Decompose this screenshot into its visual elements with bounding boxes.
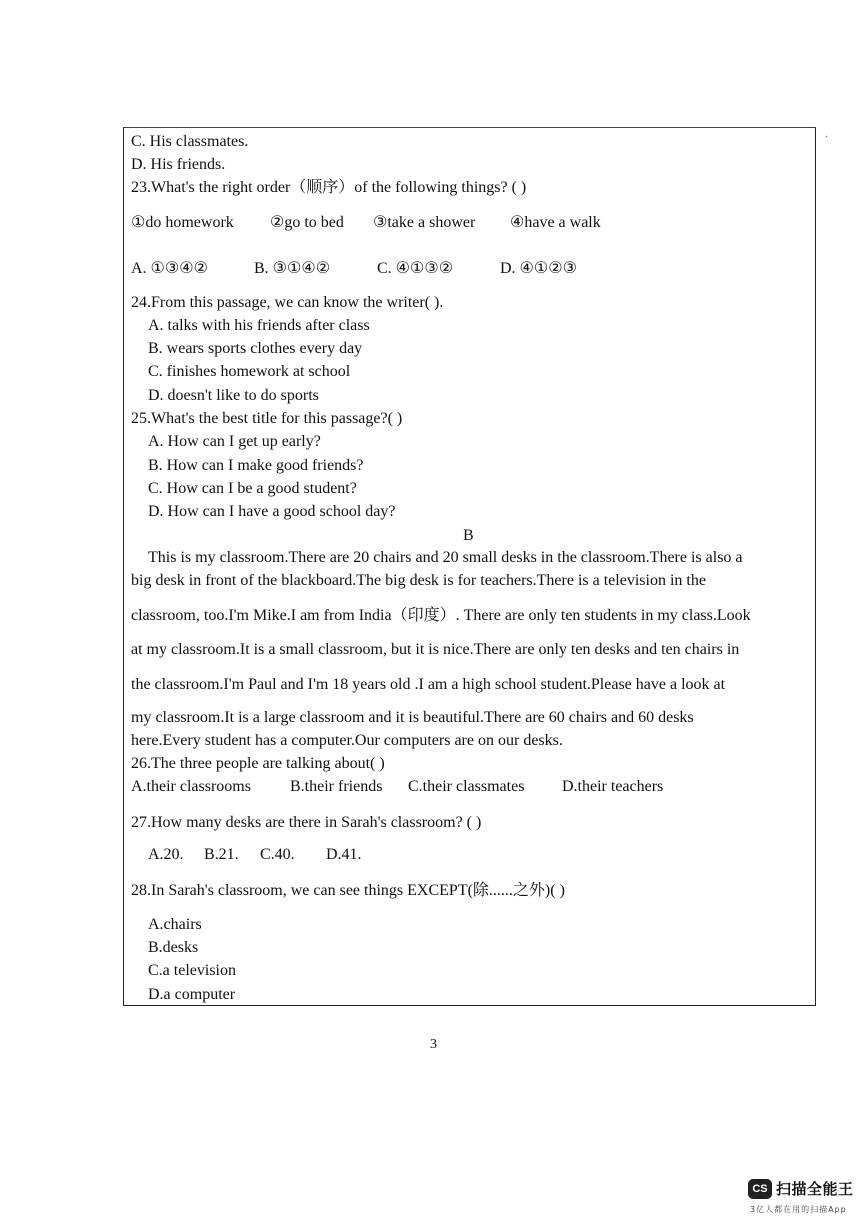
- q22-option-c: C. His classmates.: [131, 133, 249, 150]
- page-number: 3: [430, 1037, 437, 1052]
- q23-item-2: ②go to bed: [270, 214, 344, 231]
- q28-question: 28.In Sarah's classroom, we can see things EXCEPT(除......之外)( ): [131, 882, 565, 899]
- q25-option-c: C. How can I be a good student?: [148, 480, 357, 497]
- q28-option-c: C.a television: [148, 962, 236, 979]
- q27-option-b: B.21.: [204, 846, 239, 863]
- q23-option-a: A. ①③④②: [131, 260, 208, 277]
- q23-option-b: B. ③①④②: [254, 260, 331, 277]
- q23-option-d: D. ④①②③: [500, 260, 577, 277]
- q26-option-b: B.their friends: [290, 778, 383, 795]
- watermark-brand: 扫描全能王: [776, 1180, 854, 1198]
- q24-option-a: A. talks with his friends after class: [148, 317, 370, 334]
- passage-line-3: classroom, too.I'm Mike.I am from India（印度）. There are only ten students in my class.Look: [131, 607, 751, 624]
- watermark-tagline: 3亿人都在用的扫描App: [750, 1205, 847, 1214]
- q24-option-b: B. wears sports clothes every day: [148, 340, 363, 357]
- q28-option-d: D.a computer: [148, 986, 236, 1003]
- q26-option-c: C.their classmates: [408, 778, 525, 795]
- q26-option-d: D.their teachers: [562, 778, 664, 795]
- q26-question: 26.The three people are talking about( ): [131, 755, 385, 772]
- q24-option-c: C. finishes homework at school: [148, 363, 351, 380]
- passage-line-7: here.Every student has a computer.Our computers are on our desks.: [131, 732, 563, 749]
- q23-item-4: ④have a walk: [510, 214, 601, 231]
- q23-question: 23.What's the right order（顺序）of the following things? ( ): [131, 179, 527, 196]
- passage-line-4: at my classroom.It is a small classroom, but it is nice.There are only ten desks and ten chairs in: [131, 641, 740, 658]
- section-b-heading: B: [463, 527, 474, 544]
- q27-option-d: D.41.: [326, 846, 362, 863]
- q25-question: 25.What's the best title for this passage?( ): [131, 410, 403, 427]
- q26-option-a: A.their classrooms: [131, 778, 251, 795]
- q23-item-3: ③take a shower: [373, 214, 476, 231]
- scan-speck: ·: [825, 132, 829, 143]
- q27-question: 27.How many desks are there in Sarah's classroom? ( ): [131, 814, 482, 831]
- passage-line-6: my classroom.It is a large classroom and it is beautiful.There are 60 chairs and 60 desks: [131, 709, 694, 726]
- q28-option-a: A.chairs: [148, 916, 202, 933]
- q23-item-1: ①do homework: [131, 214, 234, 231]
- passage-line-5: the classroom.I'm Paul and I'm 18 years old .I am a high school student.Please have a look at: [131, 676, 726, 693]
- camscanner-logo-icon: CS: [748, 1179, 772, 1199]
- q23-option-c: C. ④①③②: [377, 260, 454, 277]
- passage-line-2: big desk in front of the blackboard.The big desk is for teachers.There is a television in the: [131, 572, 706, 589]
- q27-option-a: A.20.: [148, 846, 184, 863]
- q24-question: 24.From this passage, we can know the writer( ).: [131, 294, 444, 311]
- q25-option-a: A. How can I get up early?: [148, 433, 321, 450]
- q24-option-d: D. doesn't like to do sports: [148, 387, 319, 404]
- q25-option-b: B. How can I make good friends?: [148, 457, 364, 474]
- passage-line-1: This is my classroom.There are 20 chairs and 20 small desks in the classroom.There is also a: [148, 549, 743, 566]
- q27-option-c: C.40.: [260, 846, 295, 863]
- q28-option-b: B.desks: [148, 939, 199, 956]
- q25-option-d: D. How can I have a good school day?: [148, 503, 396, 520]
- q22-option-d: D. His friends.: [131, 156, 226, 173]
